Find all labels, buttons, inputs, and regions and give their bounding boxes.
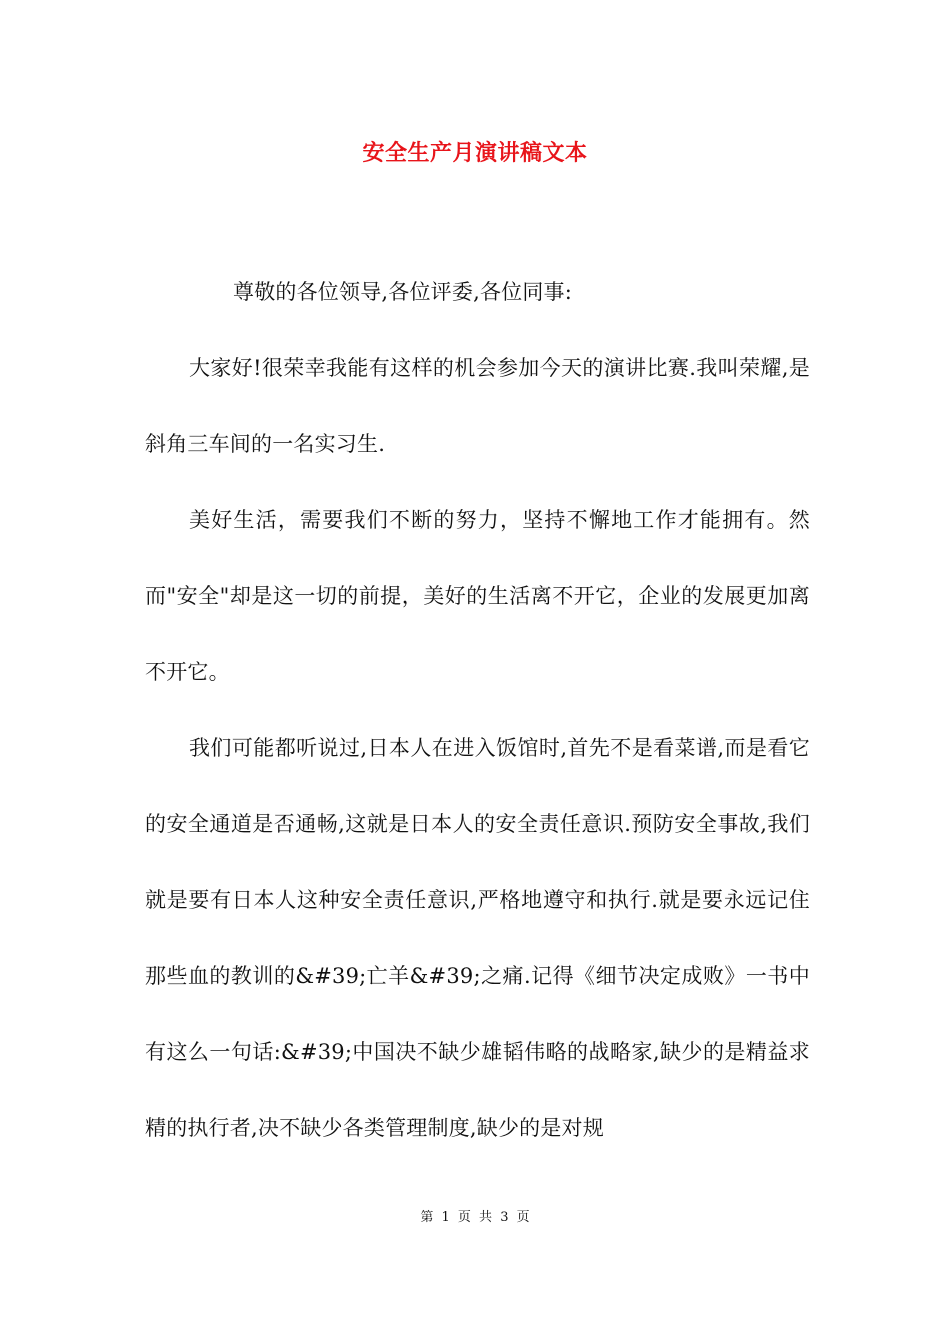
paragraph-block-1	[145, 330, 810, 482]
page-number-footer: 第 1 页 共 3 页	[420, 1210, 530, 1225]
paragraph-1: 大家好!很荣幸我能有这样的机会参加今天的演讲比赛.我叫荣耀,是斜角三车间的一名实习生.	[145, 356, 810, 456]
paragraph-block-3	[145, 710, 810, 1166]
paragraph-2: 美好生活，需要我们不断的努力，坚持不懈地工作才能拥有。然而"安全"却是这一切的前提，美好的生活离不开它，企业的发展更加离不开它。	[145, 508, 810, 684]
salutation-block	[145, 254, 810, 330]
paragraph-block-2	[145, 482, 810, 710]
salutation: 尊敬的各位领导,各位评委,各位同事:	[233, 280, 573, 304]
document-title: 安全生产月演讲稿文本	[362, 141, 588, 166]
paragraph-3: 我们可能都听说过,日本人在进入饭馆时,首先不是看菜谱,而是看它的安全通道是否通畅,这就是日本人的安全责任意识.预防安全事故,我们就是要有日本人这种安全责任意识,严格地遵守和执行.就是要永远记住那些血的教训的&#39;亡羊&#39;之痛.记得《细节决定成败》一书中有这么一句话:&#39;中国决不缺少雄韬伟略的战略家,缺少的是精益求精的执行者,决不缺少各类管理制度,缺少的是对规	[145, 736, 810, 1140]
